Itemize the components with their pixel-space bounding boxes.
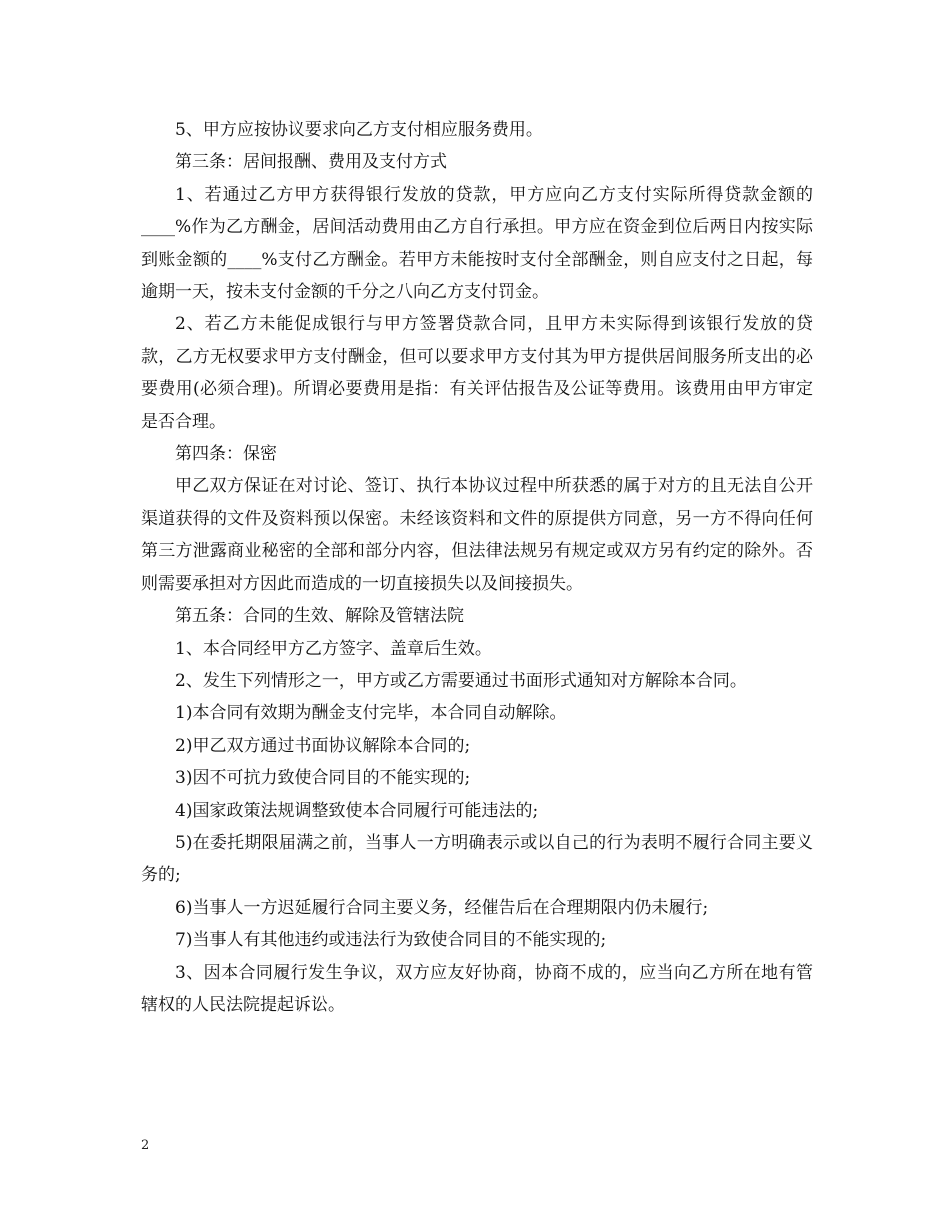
section-heading-article-5: 第五条：合同的生效、解除及管辖法院 [175,606,464,627]
document-body [141,114,813,1021]
paragraph-dispute-resolution: 3、因本合同履行发生争议，双方应友好协商，协商不成的，应当向乙方所在地有管辖权的人民法院提起诉讼。 [141,962,813,1015]
paragraph-confidentiality: 甲乙双方保证在对讨论、签订、执行本协议过程中所获悉的属于对方的且无法自公开渠道获得的文件及资料预以保密。未经该资料和文件的原提供方同意，另一方不得向任何第三方泄露商业秘密的全部和部分内容，但法律法规另有规定或双方另有约定的除外。否则需要承担对方因此而造成的一切直接损失以及间接损失。 [141,476,813,594]
section-heading-article-3: 第三条：居间报酬、费用及支付方式 [175,152,447,173]
list-item-termination-7: 7)当事人有其他违约或违法行为致使合同目的不能实现的; [175,930,607,951]
list-item-termination-2: 2)甲乙双方通过书面协议解除本合同的; [175,735,471,756]
paragraph-termination-intro: 2、发生下列情形之一，甲方或乙方需要通过书面形式通知对方解除本合同。 [175,670,747,691]
list-item-termination-1: 1)本合同有效期为酬金支付完毕，本合同自动解除。 [175,703,567,724]
paragraph-item-5-service-fee: 5、甲方应按协议要求向乙方支付相应服务费用。 [175,120,543,140]
paragraph-commission-terms: 1、若通过乙方甲方获得银行发放的贷款，甲方应向乙方支付实际所得贷款金额的____%作为乙方酬金，居间活动费用由乙方自行承担。甲方应在资金到位后两日内按实际到账金额的____%支付乙方酬金。若甲方未能按时支付全部酬金，则自应支付之日起，每逾期一天，按未支付金额的千分之八向乙方支付罚金。 [141,184,813,303]
list-item-termination-5: 5)在委托期限届满之前，当事人一方明确表示或以自己的行为表明不履行合同主要义务的; [141,832,813,886]
page-number: 2 [141,1138,150,1153]
list-item-termination-3: 3)因不可抗力致使合同目的不能实现的; [175,768,471,789]
paragraph-effectiveness: 1、本合同经甲方乙方签字、盖章后生效。 [175,638,492,659]
section-heading-article-4: 第四条：保密 [175,444,277,465]
list-item-termination-6: 6)当事人一方迟延履行合同主要义务，经催告后在合理期限内仍未履行; [175,897,709,918]
paragraph-necessary-expenses: 2、若乙方未能促成银行与甲方签署贷款合同，且甲方未实际得到该银行发放的贷款，乙方无权要求甲方支付酬金，但可以要求甲方支付其为甲方提供居间服务所支出的必要费用(必须合理)。所谓必要费用是指：有关评估报告及公证等费用。该费用由甲方审定是否合理。 [141,314,813,432]
list-item-termination-4: 4)国家政策法规调整致使本合同履行可能违法的; [175,800,539,821]
